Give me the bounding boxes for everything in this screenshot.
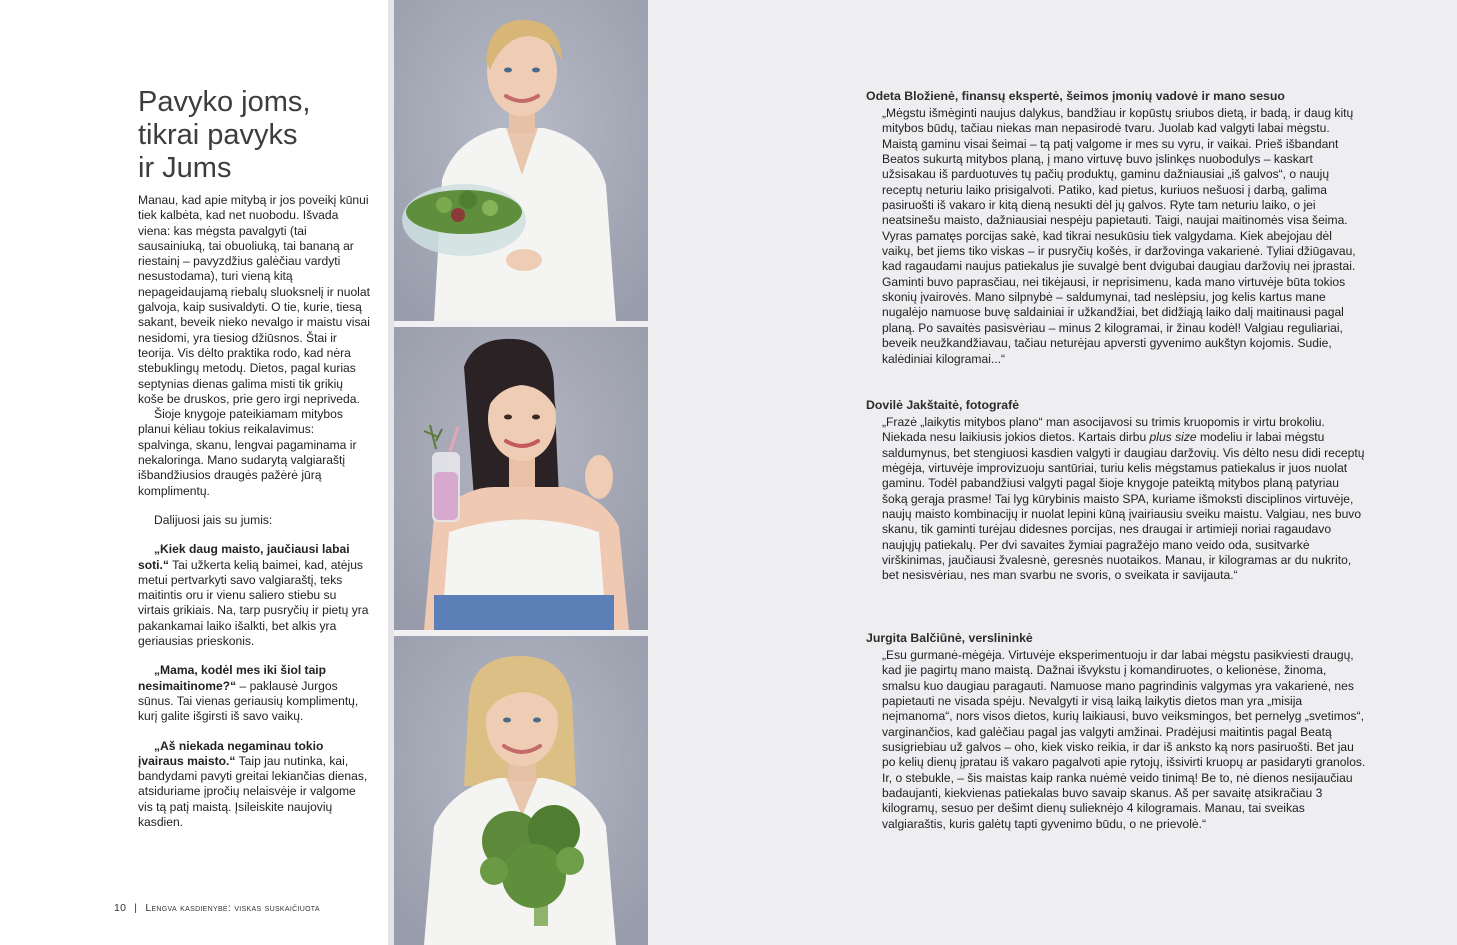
photo-woman-smoothie-illustration xyxy=(394,327,648,630)
testimonial-text-italic: plus size xyxy=(1149,430,1197,445)
quote-paragraph-2 xyxy=(138,663,370,724)
heading-line-3: ir Jums xyxy=(138,152,232,184)
quote-1-bold: „Kiek daug maisto, jaučiausi labai soti.“ xyxy=(138,542,350,572)
quote-2-bold: „Mama, kodėl mes iki šiol taip nesimaitinome?“ xyxy=(138,663,327,693)
intro-text xyxy=(138,193,370,830)
quote-3-bold: „Aš niekada negaminau tokio įvairaus maisto.“ xyxy=(138,738,324,768)
photo-woman-broccoli-illustration xyxy=(394,636,648,945)
photo-woman-broccoli xyxy=(394,636,648,945)
heading-line-1: Pavyko joms, xyxy=(138,86,311,118)
page-heading xyxy=(138,86,368,185)
photo-woman-salad-bowl-illustration xyxy=(394,0,648,321)
testimonial-text xyxy=(882,415,1366,584)
testimonial-text-part-2: modeliu ir labai mėgstu saldumynus, bet stengiuosi kasdien valgyti ir daugiau daržovių. Vis dėlto nesu didi receptų mėgėja, virtuvėje improvizuoju santūriai, turiu kelis mėgstamus patiekalus ir juos nuolat gaminu. Todėl pabandžiusi valgyti pagal šioje knygoje pateiktą mitybos planą patyriau šoką gerąja prasme! Tai lyg kūrybinis maisto SPA, kuriame išmoksti disciplinos virtuvėje, naujų maisto kombinacijų ir nuolat lepini kūną įvairiausiu sveiku maistu. Valgiau, nes buvo skanu, tik gaminti turėjau didesnes porcijas, nes draugai ir artimieji noriai ragaudavo naujųjų patiekalų. Per dvi savaites žymiai pagražėjo mano veido oda, susitvarkė virškinimas, jaučiausi žvalesnė, geresnės nuotaikos. Manau, ir kilogramas ar du nukrito, bet nesisvėriau, nes man svarbu ne svoris, o sveikata ir savijauta.“ xyxy=(882,430,1365,583)
testimonial-jurgita xyxy=(866,631,1366,832)
testimonial-text: „Esu gurmanė-mėgėja. Virtuvėje eksperimentuoju ir dar labai mėgstu pasikviesti draugų, kad jie pagirtų mano maistą. Dažnai išvykstu į komandiruotes, o kelionėse, žinoma, smalsu kuo daugiau paragauti. Namuose mano pagrindinis valgymas yra vakarienė, nes papietauti ne visada spėju. Nevalgyti ir visą laiką laikytis dietos man yra „misija neįmanoma“, nors visos dietos, kurių laikiausi, buvo veiksmingos, bet pernelyg „svetimos“, varginančios, kad galėčiau pagal jas valgyti amžinai. Pradėjusi maitintis pagal Beatą susigriebiau už galvos – oho, kiek visko reikia, ir dar iš anksto ką nors pasiruošti. Bet jau po kelių dienų įpratau iš vakaro pagalvoti apie rytojų, išsivirti kruopų ar pasidaryti granolos. Ir, o stebukle, – šis maistas kaip ranka nuėmė veido tinimą! Be to, nė dienos nesijaučiau badaujanti, kiekvienas patiekalas buvo savaip skanus. Aš per savaitę atsikračiau 3 kilogramų, sesuo per dešimt dienų sulieknėjo 4 kilogramais. Manau, tai sveikas valgiaraštis, kuris galėtų tapti gyvenimo būdu, o ne prievolė.“ xyxy=(882,648,1366,831)
quote-3-text: Taip jau nutinka, kai, bandydami pavyti greitai lekiančias dienas, atsiduriame įpročių nelaisvėje ir valgome vis tą patį maistą. Įsileiskite naujovių kasdien. xyxy=(138,753,368,829)
footer-separator: | xyxy=(134,902,138,914)
photo-woman-salad-bowl xyxy=(394,0,648,321)
testimonial-name: Dovilė Jakštaitė, fotografė xyxy=(866,398,1020,412)
testimonial-name: Jurgita Balčiūnė, verslininkė xyxy=(866,631,1033,645)
quote-paragraph-3 xyxy=(138,739,370,831)
quote-1-text: Tai užkerta kelią baimei, kad, atėjus metui pertvarkyti savo valgiaraštį, teks maitintis oru ir vienu saliero stiebu su virtais grikiais. Na, tarp pusryčių ir pietų yra pakankamai laiko išalkti, bet alkis yra geriausias prieskonis. xyxy=(138,557,369,649)
testimonial-name: Odeta Bložienė, finansų ekspertė, šeimos įmonių vadovė ir mano sesuo xyxy=(866,89,1285,103)
quote-paragraph-1 xyxy=(138,542,370,649)
testimonial-text: „Mėgstu išmėginti naujus dalykus, bandžiau ir kopūstų sriubos dietą, ir badą, ir daug kitų mitybos būdų, tačiau niekas man nepasirodė tvaru. Juolab kad valgyti labai mėgstu. Maistą gaminu visai šeimai – tą patį valgome ir mes su vyru, ir vaikai. Prieš išbandant Beatos sukurtą mitybos planą, į mano virtuvę buvo įslinkęs nuobodulys – kaskart užsisakau iš parduotuvės tų pačių produktų, gaminu dažniausiai „iš galvos“, o naujų receptų neturiu laiko prisigalvoti. Patiko, kad pietus, kuriuos nešuosi į darbą, galima pasiruošti iš vakaro ir kitą dieną nesukti dėl jų galvos. Ryte tam neturiu laiko, o jei neatsinešu maisto, dažniausiai nespėju papietauti. Taigi, naujai maitinomės visa šeima. Vyras pamatęs porcijas sakė, kad tikrai nesukūsiu tiek valgydama. Kiek abejojau dėl vaikų, bet jiems tiko viskas – ir pusryčių košės, ir daržovinga vakarienė. Tyliai džiūgavau, kad ragaudami naujus patiekalus jie suvalgė bent dvigubai daugiau daržovių nei įprastai. Gaminti buvo paprasčiau, nei tikėjausi, ir neprisimenu, kada mano virtuvėje būta tokios skonių įvairovės. Mano silpnybė – saldumynai, tad neslėpsiu, jog kelis kartus mane nugalėjo namuose buvę saldainiai ir užkandžiai, bet didžiąją laiko dalį maitinausi pagal planą. Po savaitės pasisvėriau – minus 2 kilogramai, ir žinau kodėl! Valgiau reguliariai, beveik neužkandžiavau, tačiau neturėjau apversti gyvenimo aukštyn kojomis. Sudie, kalėdiniai kilogramai...“ xyxy=(882,106,1356,366)
intro-paragraph-2: Šioje knygoje pateikiamam mitybos planui kėliau tokius reikalavimus: spalvinga, skanu, lengvai pagaminama ir nekaloringa. Mano sudarytą valgiaraštį išbandžiusios draugės pažėrė jūrą komplimentų. xyxy=(138,407,357,498)
photo-woman-smoothie xyxy=(394,327,648,630)
heading-line-2: tikrai pavyks xyxy=(138,119,298,151)
intro-paragraph-1: Manau, kad apie mitybą ir jos poveikį kūnui tiek kalbėta, kad net nuobodu. Išvada viena: kas mėgsta pavalgyti (tai sausainiuką, tai obuoliuką, tai bananą ar riestainį – pavyzdžius galėčiau vardyti nesustodama), turi vieną kitą nepageidaujamą riebalų sluoksnelį ir nuolat galvoja, kaip susivaldyti. O tie, kurie, tiesą sakant, beveik nieko nevalgo ir maistu visai nesidomi, yra tiesiog džiūsnos. Štai ir teorija. Vis dėlto praktika rodo, kad nėra stebuklingų metodų. Dietos, pagal kurias septynias dienas galima misti tik grikių koše be druskos, prie gero irgi nepriveda. xyxy=(138,193,370,406)
intro-paragraph-3: Dalijuosi jais su jumis: xyxy=(154,512,273,527)
page-footer xyxy=(114,902,320,914)
page-number: 10 xyxy=(114,902,127,914)
testimonial-dovile xyxy=(866,398,1366,584)
running-title: Lengva kasdienybė: viskas suskaičiuota xyxy=(145,902,320,914)
testimonial-odeta xyxy=(866,89,1366,367)
testimonial-text-part-1: „Frazė „laikytis mitybos plano“ man asocijavosi su trimis kruopomis ir virtu brokoliu. Niekada nesu laikiusis jokios dietos. Kartais dirbu xyxy=(882,415,1325,445)
quote-2-text: – paklausė Jurgos sūnus. Tai vienas geriausių komplimentų, kurį galite išgirsti iš savo vaikų. xyxy=(138,678,359,724)
